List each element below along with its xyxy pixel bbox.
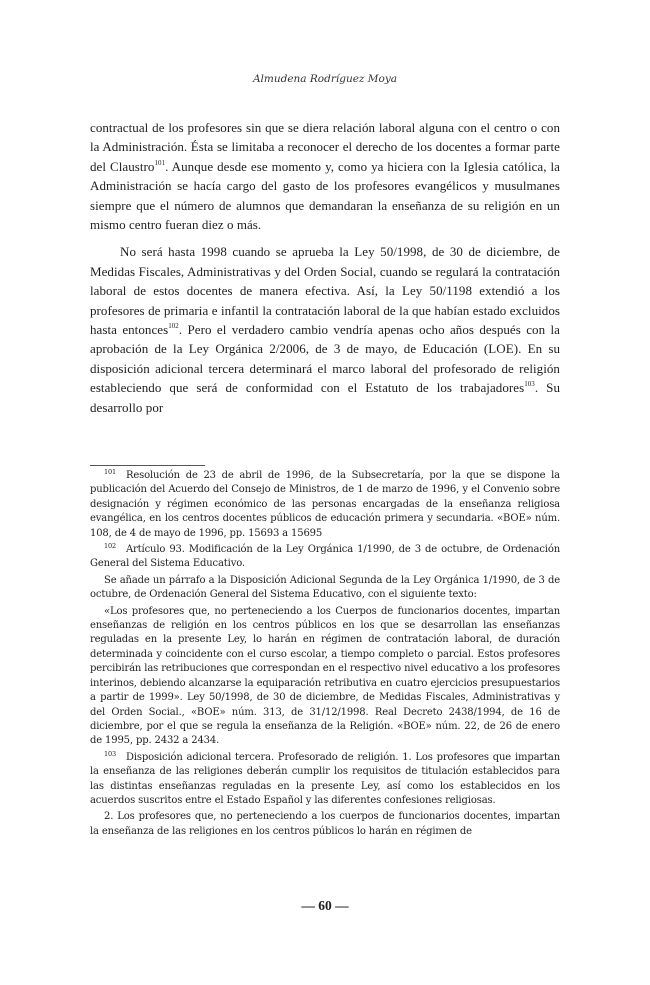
footnote-102: $^{102}$ Artículo 93. Modificación de la Ley Orgánica 1/1990, de 3 de octubre, de Ordenación General del Sistema Educativo. <box>90 542 560 570</box>
footnote-101: $^{101}$ Resolución de 23 de abril de 1996, de la Subsecretaría, por la que se dispone la publicación del Acuerdo del Consejo de Ministros, de 1 de marzo de 1996, y el Convenio sobre designación y régimen económico de las personas encargadas de la enseñanza religiosa evangélica, en los centros docentes públicos de educación primera y secundaria. «BOE» núm. 108, de 4 de mayo de 1996, pp. 15693 a 15695 <box>90 468 560 539</box>
footnote-102-quote: «Los profesores que, no perteneciendo a los Cuerpos de funcionarios docentes, impartan enseñanzas de religión en los centros públicos en los que se desarrollan las enseñanzas reguladas en la presente Ley, lo harán en régimen de contratación laboral, de duración determinada y coincidente con el curso escolar, a tiempo completo o parcial. Estos profesores percibirán las retribuciones que correspondan en el respectivo nivel educativo a los profesores interinos, debiendo alcanzarse la equiparación retributiva en cuatro ejercicios presupuestarios a partir de 1999». Ley 50/1998, de 30 de diciembre, de Medidas Fiscales, Administrativas y del Orden Social., «BOE» núm. 313, de 31/12/1998. Real Decreto 2438/1994, de 16 de diciembre, por el que se regula la enseñanza de la Religión. «BOE» núm. 22, de 26 de enero de 1995, pp. 2432 a 2434. <box>90 605 560 747</box>
main-text <box>90 118 560 417</box>
footnote-number: 102 <box>104 542 116 551</box>
footnote-number: 101 <box>104 468 116 476</box>
footnote-103-continued: 2. Los profesores que, no perteneciendo a los cuerpos de funcionarios docentes, impartan la enseñanza de las religiones en los centros públicos lo harán en régimen de <box>90 811 560 837</box>
paragraph-1: contractual de los profesores sin que se diera relación laboral alguna con el centro o con la Administración. Ésta se limitaba a reconocer el derecho de los docentes a formar parte del Claustro$^{101}$. Aunque desde ese momento y, como ya hiciera con la Iglesia católica, la Administración se hacía cargo del gasto de los profesores evangélicos y musulmanes siempre que el número de alumnos que demandaran la enseñanza de su religión en un mismo centro fueran diez o más. <box>90 120 560 233</box>
footnote-number: 103 <box>104 749 116 758</box>
footnote-ref-102[interactable]: 102 <box>168 322 179 331</box>
footnotes <box>90 469 560 841</box>
page-number: — 60 — <box>301 898 349 913</box>
footnote-ref-101[interactable]: 101 <box>154 158 166 167</box>
running-header: Almudena Rodríguez Moya <box>252 73 398 85</box>
footnote-103: $^{103}$ Disposición adicional tercera. Profesorado de religión. 1. Los profesores que impartan la enseñanza de las religiones deberán cumplir los requisitos de titulación establecidos para las distintas enseñanzas reguladas en la presente Ley, así como los establecidos en los acuerdos suscritos entre el Estado Español y las diferentes confesiones religiosas. <box>90 749 560 806</box>
footnote-separator <box>90 465 205 466</box>
footnote-102-continued: Se añade un párrafo a la Disposición Adicional Segunda de la Ley Orgánica 1/1990, de 3 de octubre, de Ordenación General del Sistema Educativo, con el siguiente texto: <box>90 574 560 601</box>
paragraph-2: No será hasta 1998 cuando se aprueba la Ley 50/1998, de 30 de diciembre, de Medidas Fiscales, Administrativas y del Orden Social, cuando se regulará la contratación laboral de estos docentes de manera efectiva. Así, la Ley 50/1198 extendió a los profesores de primaria e infantil la contratación laboral de la que habían estado excluidos hasta entonces$^{102}$. Pero el verdadero cambio vendría apenas ocho años después con la aprobación de la Ley Orgánica 2/2006, de 3 de mayo, de Educación (LOE). En su disposición adicional tercera determinará el marco laboral del profesorado de religión estableciendo que será de conformidad con el Estatuto de los trabajadores$^{103}$. Su desarrollo por <box>90 244 560 415</box>
footnote-ref-103[interactable]: 103 <box>524 380 535 389</box>
